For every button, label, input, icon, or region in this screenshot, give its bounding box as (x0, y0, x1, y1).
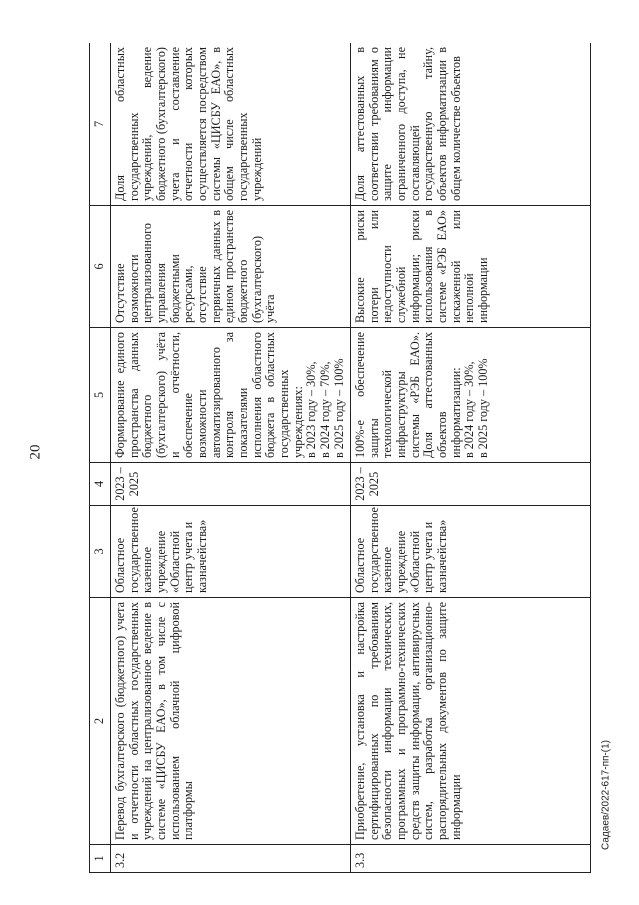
expected-result-line: в 2024 году – 30%, (462, 361, 477, 458)
expected-result-text: Формирование единого пространства данных бюджетного (бухгалтерского) учёта и отчётности, обеспечение возможности автоматизированного контроля за показателями исполнения областного бюджета в областных государственных учреждениях: (113, 332, 305, 458)
expected-result-line: в 2024 году – 70%, (317, 361, 332, 458)
column-header: 3 (90, 506, 111, 598)
responsible-executor: Областное государственное казенное учреждение «Областной центр учета и казначейства» (111, 506, 351, 598)
responsible-executor: Областное государственное казенное учреждение «Областной центр учета и казначейства» (351, 506, 591, 598)
non-implementation-consequences: Отсутствие возможности централизованного управления бюджетными ресурсами, отсутствие первичных данных в едином пространстве бюджетного (бухгалтерского) учёта (111, 206, 351, 328)
expected-result-line: в 2025 году – 100% (475, 358, 490, 458)
table-container (89, 43, 591, 873)
expected-result (111, 328, 351, 463)
expected-result-text: 100%-е обеспечение защиты технологической инфраструктуры системы «РЭБ ЕАО». Доля аттестованных объектов информатизации: (353, 332, 463, 458)
expected-result-line: в 2023 году – 30%, (304, 361, 319, 458)
column-header: 5 (90, 328, 111, 463)
non-implementation-consequences: Высокие риски потери или недоступности служебной информации; риски использования в системе «РЭБ ЕАО» искаженной или неполной информации (351, 206, 591, 328)
row-number: 3.2 (111, 845, 351, 873)
row-number: 3.3 (351, 845, 591, 873)
implementation-period: 2023 – 2025 (111, 463, 351, 506)
column-header: 6 (90, 206, 111, 328)
expected-result (351, 328, 591, 463)
measure-description: Перевод бухгалтерского (бюджетного) учета и отчетности областных государственных учреждений на централизованное ведение в системе «ЦИСБУ ЕАО», в том числе с использованием облачной цифровой платформы (111, 598, 351, 845)
document-code: Садаев/2022-617-пп-(1) (600, 740, 612, 850)
expected-result-line: в 2025 году – 100% (331, 358, 346, 458)
column-header: 1 (90, 845, 111, 873)
implementation-period: 2023 – 2025 (351, 463, 591, 506)
measures-table (89, 43, 591, 873)
page-number: 20 (27, 444, 44, 460)
table-row (111, 43, 351, 873)
table-row (351, 43, 591, 873)
table-header-row (90, 43, 111, 873)
measure-description: Приобретение, установка и настройка сертифицированных по требованиям безопасности информации технических, программных и программно-технических средств защиты информации, антивирусных систем, разработка организационно-распорядительных документов по защите информации (351, 598, 591, 845)
related-indicator: Доля аттестованных в соответствии требованиям о защите информации ограниченного доступа, не составляющей государственную тайну, объектов информатизации в общем количестве объектов (351, 43, 591, 206)
column-header: 4 (90, 463, 111, 506)
column-header: 2 (90, 598, 111, 845)
related-indicator: Доля областных государственных учреждений, ведение бюджетного (бухгалтерского) учета и составление отчетности которых осуществляется посредством системы «ЦИСБУ ЕАО», в общем числе областных государственных учреждений (111, 43, 351, 206)
column-header: 7 (90, 43, 111, 206)
